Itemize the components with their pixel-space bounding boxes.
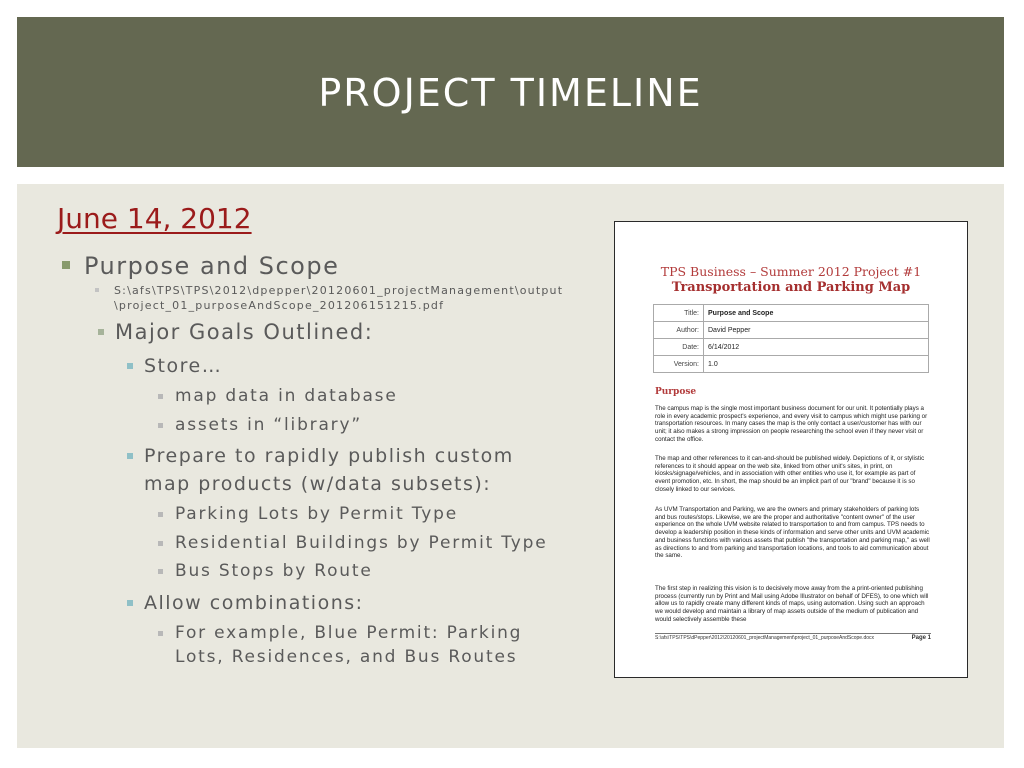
store-label: Store… xyxy=(144,355,223,377)
square-bullet-icon xyxy=(158,631,163,636)
list-item-purpose-scope xyxy=(62,252,339,280)
table-key: Title: xyxy=(654,305,704,322)
table-value: 1.0 xyxy=(704,356,929,373)
document-paragraph: As UVM Transportation and Parking, we are the owners and primary stakeholders of parking lots and bus routes/stops. Likewise, we are the proper and authoritative "content owner" of the user experience on the whole UVM website related to transportation to and from campus. TPS needs to develop a leadership position in these kinds of information and serve other units and UVM academic and business functions with various assets that publish "the transportation and parking map," as well as directions to and from parking and transportation locations, and tools to aid communication about the same. xyxy=(655,506,930,560)
square-bullet-icon xyxy=(95,288,99,292)
slide-title: PROJECT TIMELINE xyxy=(318,71,703,115)
list-item-parking-lots xyxy=(158,502,458,526)
table-value: David Pepper xyxy=(704,322,929,339)
square-bullet-icon xyxy=(158,423,163,428)
square-bullet-icon xyxy=(98,329,104,335)
table-key: Author: xyxy=(654,322,704,339)
square-bullet-icon xyxy=(158,394,163,399)
document-title-line2: Transportation and Parking Map xyxy=(671,280,911,295)
prepare-item-label: Parking Lots by Permit Type xyxy=(175,504,458,524)
list-item-prepare xyxy=(127,442,514,498)
list-item-file-path xyxy=(95,283,563,313)
content-area xyxy=(17,184,1004,748)
document-paragraph: The campus map is the single most important business document for our unit. It potentially plays a role in every academic prospect's experience, and every visit to campus which might use parking or transportation resources. In many cases the map is the only contact a user/customer has with our unit; it also makes a strong impression on people researching the school even if they never visit or contact the office. xyxy=(655,405,928,443)
title-banner xyxy=(17,17,1004,167)
document-page-number: Page 1 xyxy=(911,635,931,641)
document-paragraph: The map and other references to it can-and-should be published widely. Depictions of it, or stylistic references to it should appear on the web site, linked from other unit's sites, in print, on kiosks/signage/vehicles, and in association with other entities who use it, for example as part of event promotion, etc. In short, the map should be an implicit part of our "brand" because it is so closely linked to our services. xyxy=(655,455,925,493)
table-value: 6/14/2012 xyxy=(704,339,929,356)
square-bullet-icon xyxy=(127,453,133,459)
allow-label: Allow combinations: xyxy=(144,592,364,614)
prepare-item-label: Residential Buildings by Permit Type xyxy=(175,533,548,553)
example-line2: Lots, Residences, and Bus Routes xyxy=(175,647,518,667)
document-paragraph: The first step in realizing this vision is to decisively move away from the a print-oriented publishing process (currently run by Print and Mail using Adobe Illustrator on behalf of DFES), to one which will allow us to rapidly create many different kinds of maps, using automation. Using such an approach we would develop and maintain a library of map assets outside of the medium of publication and would selectively assemble these xyxy=(655,585,929,623)
list-item-allow xyxy=(127,589,364,617)
prepare-item-label: Bus Stops by Route xyxy=(175,561,373,581)
prepare-line1: Prepare to rapidly publish custom xyxy=(144,445,514,467)
table-row xyxy=(654,339,929,356)
square-bullet-icon xyxy=(127,363,133,369)
major-goals-label: Major Goals Outlined: xyxy=(115,320,374,344)
list-item-store-assets xyxy=(158,413,362,437)
file-path-line2: \project_01_purposeAndScope_201206151215.pdf xyxy=(114,299,445,312)
square-bullet-icon xyxy=(127,600,133,606)
list-item-residential xyxy=(158,531,548,555)
document-footer xyxy=(655,633,931,641)
document-info-table xyxy=(653,304,929,373)
date-heading: June 14, 2012 xyxy=(57,202,252,235)
list-item-store xyxy=(127,352,222,380)
document-thumbnail xyxy=(614,221,968,678)
list-item-example xyxy=(158,621,522,669)
square-bullet-icon xyxy=(158,541,163,546)
document-section-heading: Purpose xyxy=(655,387,697,397)
store-item-label: assets in “library” xyxy=(175,415,362,435)
list-item-store-map-data xyxy=(158,384,398,408)
table-row xyxy=(654,322,929,339)
table-key: Version: xyxy=(654,356,704,373)
square-bullet-icon xyxy=(62,261,70,269)
document-title-line1: TPS Business – Summer 2012 Project #1 xyxy=(660,264,922,279)
file-path-line1: S:\afs\TPS\TPS\2012\dpepper\20120601_projectManagement\output xyxy=(114,284,564,297)
table-row xyxy=(654,305,929,322)
square-bullet-icon xyxy=(158,569,163,574)
table-value: Purpose and Scope xyxy=(704,305,929,322)
square-bullet-icon xyxy=(158,512,163,517)
document-footer-path: S:\afs\TPS\TPS\dPepper\2012\20120601_projectManagement\project_01_purposeAndScope.docx xyxy=(655,635,875,641)
table-key: Date: xyxy=(654,339,704,356)
prepare-line2: map products (w/data subsets): xyxy=(144,473,492,495)
purpose-scope-label: Purpose and Scope xyxy=(84,252,340,280)
store-item-label: map data in database xyxy=(175,386,398,406)
list-item-major-goals xyxy=(98,320,373,344)
table-row xyxy=(654,356,929,373)
example-line1: For example, Blue Permit: Parking xyxy=(175,623,523,643)
list-item-bus-stops xyxy=(158,559,373,583)
